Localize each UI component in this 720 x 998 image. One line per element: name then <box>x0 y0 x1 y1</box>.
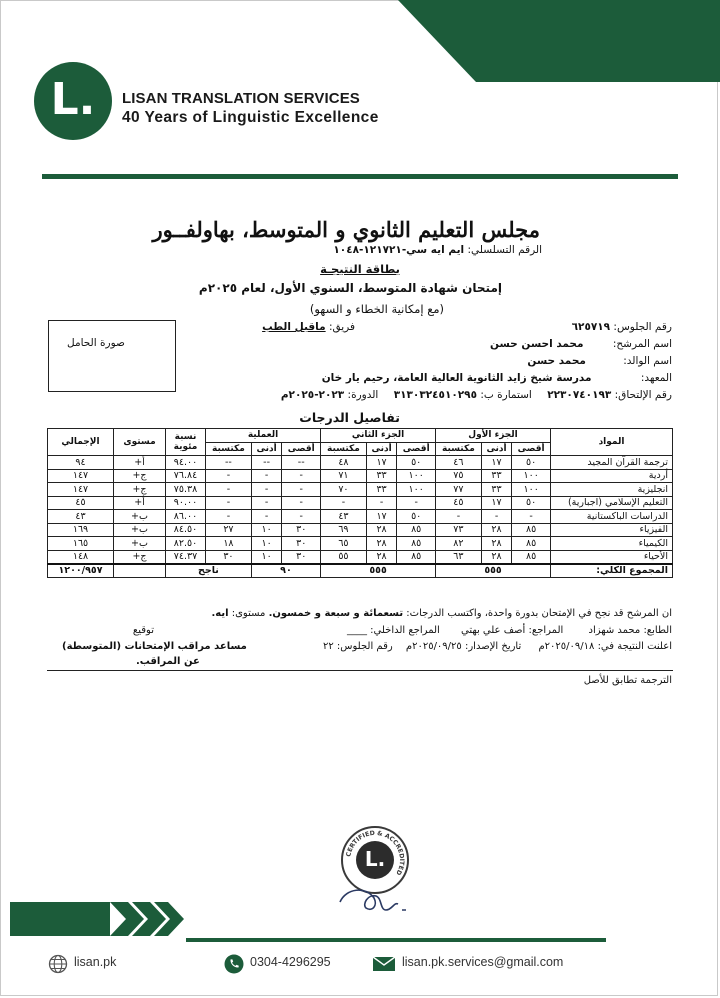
serial-value: ايم ايه سي-١٢١٧٢١-١٠٤٨ <box>333 244 465 256</box>
cell-p1-obt: ٤٦ <box>436 456 482 470</box>
cell-p1-max: ٨٥ <box>512 523 551 537</box>
cell-total: ٤٥ <box>48 496 114 510</box>
photo-label: صورة الحامل <box>67 337 125 349</box>
total-row <box>48 564 673 578</box>
roll-label: رقم الجلوس: <box>613 321 672 333</box>
cell-total: ١٤٨ <box>48 550 114 564</box>
header-p1-max: أقصى <box>512 442 551 456</box>
cell-pr-min: - <box>251 483 282 497</box>
result-words: تسعمائة و سبعة و خمسون. <box>268 608 404 619</box>
company-name: LISAN TRANSLATION SERVICES <box>122 90 360 107</box>
cell-p1-obt: ٧٣ <box>436 523 482 537</box>
header-part1: الجزء الأول <box>436 429 551 443</box>
cell-p1-max: ١٠٠ <box>512 469 551 483</box>
internal-reviewer: المراجع الداخلي: ____ <box>346 625 440 636</box>
cell-p2-max: ٥٠ <box>397 456 436 470</box>
cell-p2-min: ٣٣ <box>366 483 397 497</box>
total-part1: ٥٥٥ <box>436 564 551 578</box>
roll-value: ٦٢٥٧١٩ <box>571 321 611 333</box>
council-title: مجلس التعليم الثانوي و المتوسط، بهاولفــور <box>152 217 540 242</box>
table-row <box>48 510 673 524</box>
cell-p2-max: - <box>397 496 436 510</box>
cell-total: ١٤٧ <box>48 483 114 497</box>
globe-icon <box>48 954 68 974</box>
table-row <box>48 550 673 564</box>
cell-p2-max: ٥٠ <box>397 510 436 524</box>
content-bottom-rule <box>47 670 673 671</box>
cell-total: ٩٤ <box>48 456 114 470</box>
candidate-label: اسم المرشح: <box>612 338 672 350</box>
cell-p1-obt: ٦٣ <box>436 550 482 564</box>
website-link[interactable]: lisan.pk <box>74 955 117 969</box>
footer-chevrons <box>10 902 186 936</box>
cell-pr-min: - <box>251 496 282 510</box>
cell-p2-obt: ٦٩ <box>321 523 367 537</box>
cell-p2-min: ٢٨ <box>366 550 397 564</box>
cell-p1-obt: ٧٧ <box>436 483 482 497</box>
subject-name: التعليم الإسلامي (اجبارية) <box>551 496 673 510</box>
issue-date: ٢٠٢٥/٠٩/٢٥م <box>405 641 462 652</box>
assistant-subtitle: عن المراقب. <box>136 656 200 667</box>
cell-p2-max: ٨٥ <box>397 537 436 551</box>
cell-pr-max: - <box>282 483 321 497</box>
cell-p2-obt: ٥٥ <box>321 550 367 564</box>
exam-note: (مع إمكانية الخطاء و السهو) <box>309 302 444 316</box>
result-prefix: ان المرشح قد نجح في الإمتحان بدورة واحدة، واكتسب الدرجات: <box>406 608 672 619</box>
form-b-value: ٣١٣٠٣٢٤٥١٠٢٩٥ <box>393 389 478 401</box>
header-pr-min: أدنى <box>251 442 282 456</box>
translation-conformity: الترجمة تطابق للأصل <box>583 675 672 686</box>
cell-p2-max: ٨٥ <box>397 550 436 564</box>
cell-pr-min: - <box>251 469 282 483</box>
cell-p2-min: ٢٨ <box>366 537 397 551</box>
cell-pr-min: ١٠ <box>251 550 282 564</box>
cell-pr-min: ١٠ <box>251 537 282 551</box>
cell-p2-min: ٣٣ <box>366 469 397 483</box>
cell-pr-max: ٣٠ <box>282 550 321 564</box>
cell-p2-obt: ٤٣ <box>321 510 367 524</box>
cell-pr-max: -- <box>282 456 321 470</box>
cell-pr-max: ٣٠ <box>282 523 321 537</box>
total-empty <box>114 564 166 578</box>
subject-name: انجليزية <box>551 483 673 497</box>
level-label: مستوى: <box>231 608 266 619</box>
cell-pr-max: - <box>282 510 321 524</box>
group-line <box>262 321 355 333</box>
cell-p1-max: ٨٥ <box>512 550 551 564</box>
cell-p1-max: - <box>512 510 551 524</box>
level-value: ايه. <box>211 608 229 619</box>
institute-value: مدرسة شيخ زايد الثانوية العالية العامة، رحيم يار خان <box>321 372 592 384</box>
session-label: الدورة: <box>347 389 379 401</box>
assistant-title: مساعد مراقب الإمتحانات (المتوسطة) <box>62 641 247 652</box>
form-b-label: استمارة ب: <box>480 389 532 401</box>
cell-pr-obt: ٣٠ <box>206 550 252 564</box>
header-p1-min: أدنى <box>481 442 512 456</box>
cell-pr-min: ١٠ <box>251 523 282 537</box>
cell-percent: ٩٠.٠٠ <box>166 496 206 510</box>
cell-p2-obt: ٧٠ <box>321 483 367 497</box>
reviewer-label: المراجع: <box>528 625 564 636</box>
grades-section-title: تفاصيل الدرجات <box>299 410 400 425</box>
cell-percent: ٧٦.٨٤ <box>166 469 206 483</box>
announce-date: ٢٠٢٥/٠٩/١٨م <box>538 641 595 652</box>
footer-roll-value: ٢٢ <box>322 641 334 652</box>
cell-p1-obt: ٧٥ <box>436 469 482 483</box>
total-status: ناجح <box>166 564 252 578</box>
institute-label: المعهد: <box>640 372 672 384</box>
issue-label: تاريخ الإصدار: <box>464 641 522 652</box>
signature-scribble <box>336 880 416 920</box>
group-value: ماقبل الطب <box>262 321 326 333</box>
cell-percent: ٨٤.٥٠ <box>166 523 206 537</box>
staff-line <box>347 625 672 636</box>
cell-total: ٤٣ <box>48 510 114 524</box>
total-label: المجموع الكلي: <box>551 564 673 578</box>
cell-percent: ٧٥.٣٨ <box>166 483 206 497</box>
cell-level: ب+ <box>114 510 166 524</box>
table-row <box>48 483 673 497</box>
stamp-text: CERTIFIED & ACCREDITED <box>345 829 406 877</box>
cell-p1-min: ١٧ <box>481 496 512 510</box>
cell-percent: ٨٦.٠٠ <box>166 510 206 524</box>
cell-pr-obt: ١٨ <box>206 537 252 551</box>
cell-p1-min: ٢٨ <box>481 523 512 537</box>
cell-p2-obt: ٤٨ <box>321 456 367 470</box>
cell-level: أ+ <box>114 496 166 510</box>
cell-p1-min: - <box>481 510 512 524</box>
enrolment-line <box>281 389 672 401</box>
header-part2: الجزء الثاني <box>321 429 436 443</box>
cell-pr-obt: - <box>206 469 252 483</box>
cell-pr-max: - <box>282 469 321 483</box>
cell-level: أ+ <box>114 456 166 470</box>
cell-pr-obt: ٢٧ <box>206 523 252 537</box>
header-level: مستوى <box>114 429 166 456</box>
typist-value: محمد شهزاد <box>588 625 641 636</box>
enrol-value: ٢٢٣٠٧٤٠١٩٣ <box>547 389 612 401</box>
footer-roll-label: رقم الجلوس: <box>336 641 393 652</box>
cell-p2-obt: ٧١ <box>321 469 367 483</box>
header-p2-obtained: مكتسبة <box>321 442 367 456</box>
roll-number-line <box>572 321 672 333</box>
cell-p1-min: ١٧ <box>481 456 512 470</box>
father-label: اسم الوالد: <box>623 355 672 367</box>
father-name-line <box>527 355 672 367</box>
cell-p1-min: ٣٣ <box>481 469 512 483</box>
candidate-value: محمد احسن حسن <box>490 338 584 350</box>
phone-link[interactable]: 0304-4296295 <box>250 955 331 969</box>
cell-p1-min: ٣٣ <box>481 483 512 497</box>
cell-total: ١٦٥ <box>48 537 114 551</box>
cell-p2-min: ١٧ <box>366 456 397 470</box>
table-row <box>48 523 673 537</box>
header-total: الإجمالي <box>48 429 114 456</box>
cell-total: ١٤٧ <box>48 469 114 483</box>
table-row <box>48 537 673 551</box>
photo-box <box>48 320 176 392</box>
cell-p1-max: ٥٠ <box>512 456 551 470</box>
subject-name: الكيمياء <box>551 537 673 551</box>
subject-name: ترجمة القرآن المجيد <box>551 456 673 470</box>
table-row <box>48 496 673 510</box>
logo-letter: L. <box>50 74 96 125</box>
company-logo <box>34 62 112 140</box>
reviewer-value: أصف علي بهتي <box>460 625 526 636</box>
cell-p1-min: ٢٨ <box>481 550 512 564</box>
footer-divider <box>186 938 606 942</box>
cell-pr-obt: - <box>206 496 252 510</box>
cell-p1-max: ٨٥ <box>512 537 551 551</box>
subject-name: الأحياء <box>551 550 673 564</box>
company-tagline: 40 Years of Linguistic Excellence <box>122 109 379 126</box>
cell-pr-obt: - <box>206 510 252 524</box>
cell-p2-min: ٢٨ <box>366 523 397 537</box>
cell-level: ب+ <box>114 537 166 551</box>
header-p2-max: أقصى <box>397 442 436 456</box>
candidate-name-line <box>490 338 672 350</box>
header-p1-obtained: مكتسبة <box>436 442 482 456</box>
cell-p1-min: ٢٨ <box>481 537 512 551</box>
table-row <box>48 456 673 470</box>
dates-line <box>323 641 672 652</box>
exam-title: إمتحان شهادة المتوسط، السنوي الأول، لعام ٢٠٢٥م <box>198 281 502 295</box>
result-statement <box>211 608 672 619</box>
result-card-title: بطاقة النتيجـة <box>320 262 400 276</box>
signature-label: توقيع <box>132 625 154 636</box>
subject-name: الفيزياء <box>551 523 673 537</box>
enrol-label: رقم الإلتحاق: <box>614 389 672 401</box>
institute-line <box>322 372 672 384</box>
grades-table <box>47 428 673 578</box>
cell-p1-obt: ٤٥ <box>436 496 482 510</box>
cell-level: ج+ <box>114 483 166 497</box>
total-practical: ٩٠ <box>251 564 320 578</box>
cell-p2-min: - <box>366 496 397 510</box>
cell-level: ب+ <box>114 523 166 537</box>
cell-p1-obt: ٨٢ <box>436 537 482 551</box>
father-value: محمد حسن <box>527 355 586 367</box>
cell-p1-obt: - <box>436 510 482 524</box>
session-value: ٢٠٢٣-٢٠٢٥م <box>280 389 345 401</box>
announce-label: اعلنت النتيجة في: <box>597 641 672 652</box>
subject-name: أردية <box>551 469 673 483</box>
header-pr-max: أقصى <box>282 442 321 456</box>
cell-level: ج+ <box>114 469 166 483</box>
header-p2-min: أدنى <box>366 442 397 456</box>
cell-p2-max: ١٠٠ <box>397 483 436 497</box>
cell-total: ١٦٩ <box>48 523 114 537</box>
grade-rows <box>48 456 673 564</box>
cell-percent: ٨٢.٥٠ <box>166 537 206 551</box>
cell-p2-min: ١٧ <box>366 510 397 524</box>
cell-pr-max: ٣٠ <box>282 537 321 551</box>
grand-total: ١٢٠٠/٩٥٧ <box>48 564 114 578</box>
cell-p2-max: ١٠٠ <box>397 469 436 483</box>
cell-pr-obt: - <box>206 483 252 497</box>
table-row <box>48 469 673 483</box>
serial-line <box>333 244 542 256</box>
cell-pr-max: - <box>282 496 321 510</box>
cell-p1-max: ٥٠ <box>512 496 551 510</box>
header-divider <box>42 174 678 179</box>
cell-p1-max: ١٠٠ <box>512 483 551 497</box>
cell-pr-obt: -- <box>206 456 252 470</box>
cell-percent: ٧٤.٣٧ <box>166 550 206 564</box>
email-link[interactable]: lisan.pk.services@gmail.com <box>402 955 564 969</box>
email-icon <box>372 954 396 974</box>
cell-p2-max: ٨٥ <box>397 523 436 537</box>
total-part2: ٥٥٥ <box>321 564 436 578</box>
serial-label: الرقم التسلسلي: <box>467 244 542 256</box>
cell-p2-obt: ٦٥ <box>321 537 367 551</box>
cell-percent: ٩٤.٠٠ <box>166 456 206 470</box>
header-percent: نسبة مئوية <box>166 429 206 456</box>
phone-icon <box>224 954 244 974</box>
cell-level: ج+ <box>114 550 166 564</box>
header-pr-obtained: مكتسبة <box>206 442 252 456</box>
cell-pr-min: -- <box>251 456 282 470</box>
cell-p2-obt: - <box>321 496 367 510</box>
group-label: فريق: <box>328 321 355 333</box>
stamp-letter: L. <box>356 841 394 879</box>
header-practical: العملية <box>206 429 321 443</box>
cell-pr-min: - <box>251 510 282 524</box>
subject-name: الدراسات الباكستانية <box>551 510 673 524</box>
typist-label: الطابع: <box>643 625 672 636</box>
header-subjects: المواد <box>551 429 673 456</box>
